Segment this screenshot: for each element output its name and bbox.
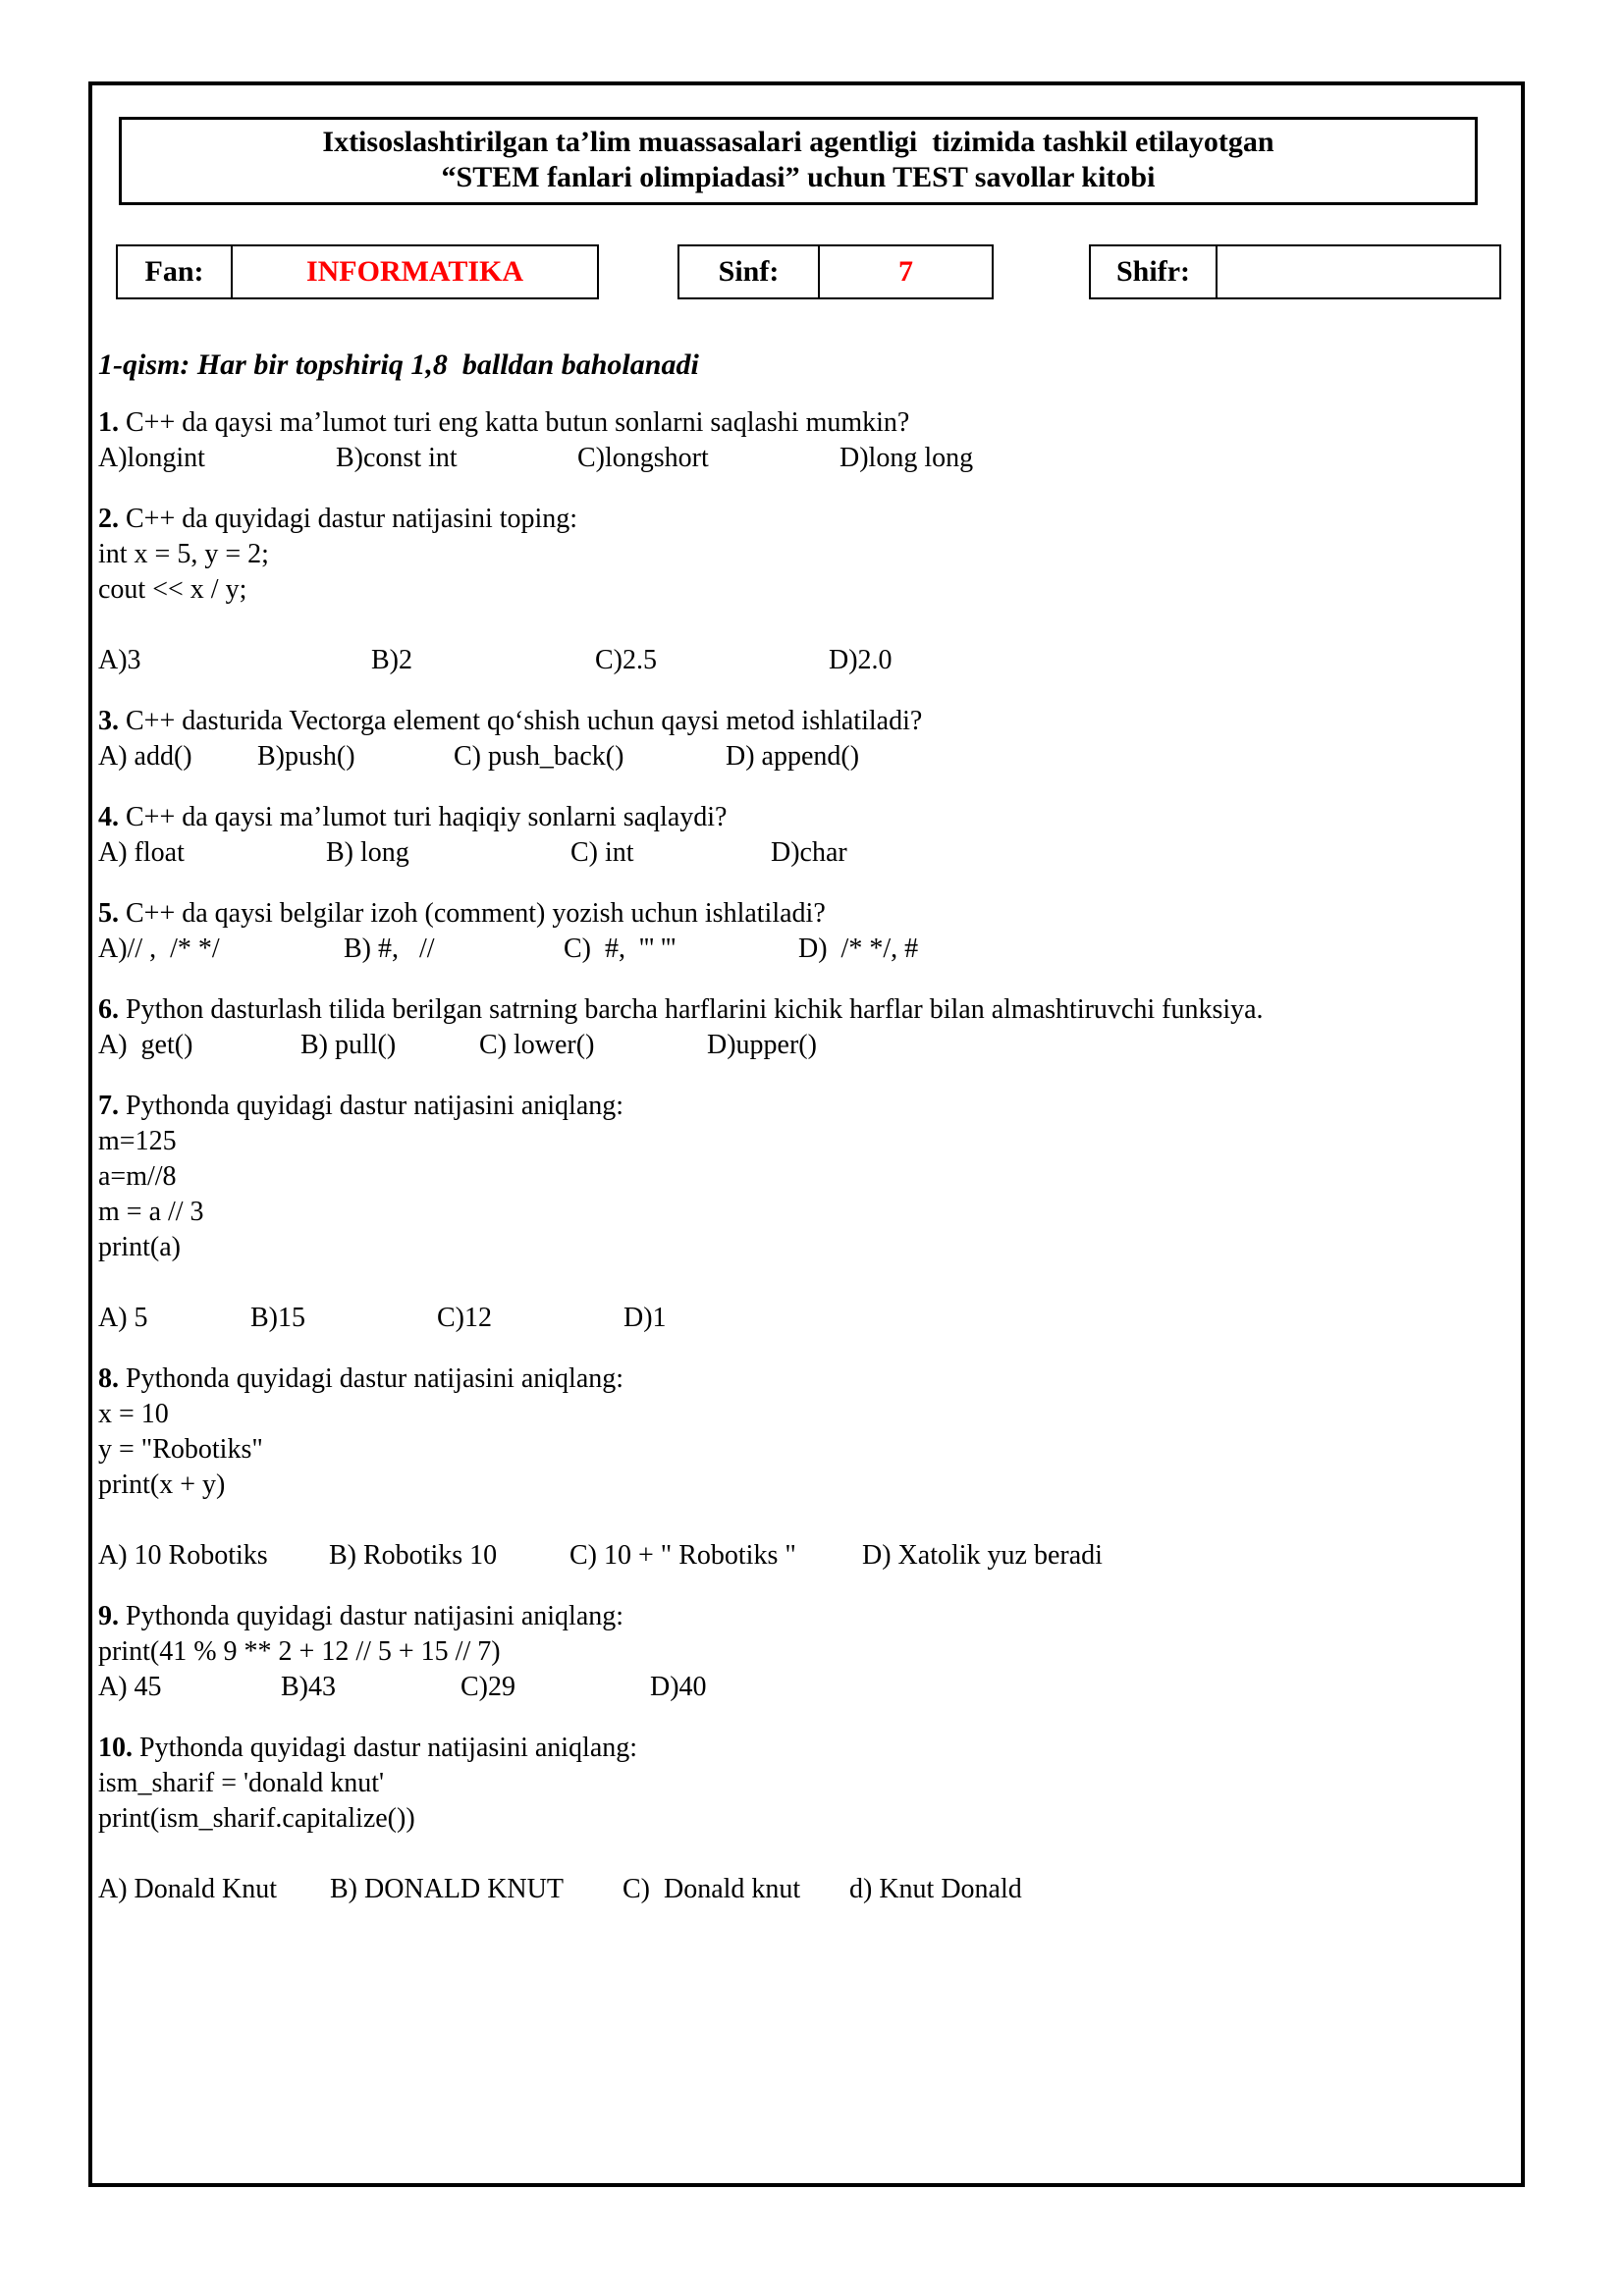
questions-list (98, 405, 1497, 1907)
code-line: print(41 % 9 ** 2 + 12 // 5 + 15 // 7) (98, 1636, 501, 1667)
option-A: A) 5 (98, 1303, 148, 1333)
option-A: A) 10 Robotiks (98, 1540, 268, 1571)
question-text: C++ da quyidagi dastur natijasini toping: (119, 504, 578, 534)
question-text: C++ dasturida Vectorga element qo‘shish uchun qaysi metod ishlatiladi? (119, 706, 923, 736)
sinf-label: Sinf: (679, 246, 820, 297)
option-B: B)43 (281, 1672, 336, 1702)
question-number: 2. (98, 504, 119, 534)
header-title-box (119, 117, 1478, 205)
code-line: x = 10 (98, 1399, 169, 1429)
question-options (98, 739, 1497, 774)
option-C: C) #, ''' ''' (564, 934, 677, 964)
option-A: A) float (98, 837, 185, 868)
question-number: 3. (98, 706, 119, 736)
option-A: A) add() (98, 741, 192, 772)
option-C: C) int (570, 837, 634, 868)
question-options (98, 835, 1497, 871)
option-D: d) Knut Donald (849, 1874, 1022, 1904)
shifr-label: Shifr: (1091, 246, 1218, 297)
option-D: D)upper() (707, 1030, 817, 1060)
question-text: C++ da qaysi belgilar izoh (comment) yozish uchun ishlatiladi? (119, 898, 826, 929)
question-number: 10. (98, 1733, 133, 1763)
question-text: C++ da qaysi ma’lumot turi haqiqiy sonlarni saqlaydi? (119, 802, 728, 832)
question-number: 6. (98, 994, 119, 1025)
question-options (98, 643, 1497, 678)
question-block (98, 1599, 1497, 1705)
option-C: C)12 (437, 1303, 492, 1333)
option-B: B)const int (336, 443, 458, 473)
code-line: ism_sharif = 'donald knut' (98, 1768, 385, 1798)
option-C: C) push_back() (454, 741, 624, 772)
question-text: Python dasturlash tilida berilgan satrning barcha harflarini kichik harflar bilan almashtiruvchi funksiya. (119, 994, 1264, 1025)
question-number: 5. (98, 898, 119, 929)
question-heading (98, 405, 1497, 441)
option-A: A) 45 (98, 1672, 162, 1702)
sinf-value: 7 (898, 255, 913, 288)
question-heading (98, 800, 1497, 835)
page-border-frame (88, 81, 1525, 2187)
fan-box (116, 244, 599, 299)
option-A: A)// , /* */ (98, 934, 220, 964)
question-heading (98, 1089, 1497, 1124)
question-options (98, 441, 1497, 476)
question-block (98, 800, 1497, 871)
question-block (98, 1362, 1497, 1574)
code-line: a=m//8 (98, 1161, 177, 1192)
question-number: 1. (98, 407, 119, 438)
option-D: D)long long (839, 443, 974, 473)
question-block (98, 1089, 1497, 1336)
code-line: int x = 5, y = 2; (98, 539, 269, 569)
question-heading (98, 502, 1497, 537)
question-options (98, 932, 1497, 967)
question-heading (98, 704, 1497, 739)
code-line: print(x + y) (98, 1469, 226, 1500)
question-number: 9. (98, 1601, 119, 1631)
section-title: 1-qism: Har bir topshiriq 1,8 balldan baholanadi (98, 348, 699, 381)
option-C: C)2.5 (595, 645, 657, 675)
question-options (98, 1301, 1497, 1336)
question-block (98, 405, 1497, 476)
question-text: Pythonda quyidagi dastur natijasini aniqlang: (119, 1601, 624, 1631)
option-A: A)longint (98, 443, 205, 473)
sinf-box (677, 244, 994, 299)
option-D: D) append() (726, 741, 860, 772)
fan-label: Fan: (118, 246, 233, 297)
option-C: C) lower() (479, 1030, 595, 1060)
question-options (98, 1670, 1497, 1705)
option-D: D) /* */, # (798, 934, 919, 964)
option-C: C) 10 + " Robotiks " (569, 1540, 796, 1571)
option-B: B)2 (371, 645, 412, 675)
info-row (116, 244, 1497, 299)
question-block (98, 992, 1497, 1063)
question-options (98, 1028, 1497, 1063)
option-D: D)40 (650, 1672, 707, 1702)
code-line: m=125 (98, 1126, 177, 1156)
option-A: A) get() (98, 1030, 193, 1060)
code-line: print(a) (98, 1232, 181, 1262)
question-block (98, 1731, 1497, 1907)
question-number: 8. (98, 1363, 119, 1394)
option-B: B)15 (250, 1303, 305, 1333)
question-heading (98, 1599, 1497, 1634)
code-line: y = "Robotiks" (98, 1434, 263, 1465)
code-line: m = a // 3 (98, 1197, 204, 1227)
option-C: C) Donald knut (623, 1874, 801, 1904)
question-heading (98, 896, 1497, 932)
option-D: D)1 (623, 1303, 667, 1333)
question-heading (98, 1731, 1497, 1766)
option-C: C)longshort (577, 443, 709, 473)
option-B: B) long (326, 837, 409, 868)
option-D: D)2.0 (829, 645, 893, 675)
question-number: 4. (98, 802, 119, 832)
option-B: B) DONALD KNUT (330, 1874, 564, 1904)
option-D: D)char (771, 837, 847, 868)
question-options (98, 1872, 1497, 1907)
question-heading (98, 992, 1497, 1028)
question-options (98, 1538, 1497, 1574)
shifr-box (1089, 244, 1501, 299)
question-text: C++ da qaysi ma’lumot turi eng katta butun sonlarni saqlashi mumkin? (119, 407, 910, 438)
question-heading (98, 1362, 1497, 1397)
option-B: B)push() (257, 741, 355, 772)
code-line: print(ism_sharif.capitalize()) (98, 1803, 415, 1834)
option-B: B) pull() (300, 1030, 397, 1060)
shifr-value-cell (1218, 246, 1499, 297)
header-title-line1: Ixtisoslashtirilgan ta’lim muassasalari agentligi tizimida tashkil etilayotgan (322, 126, 1274, 158)
question-text: Pythonda quyidagi dastur natijasini aniqlang: (133, 1733, 638, 1763)
option-B: B) #, // (344, 934, 435, 964)
question-block (98, 704, 1497, 774)
fan-value: INFORMATIKA (305, 255, 524, 288)
option-A: A)3 (98, 645, 141, 675)
option-A: A) Donald Knut (98, 1874, 277, 1904)
header-title-line2: “STEM fanlari olimpiadasi” uchun TEST savollar kitobi (441, 161, 1156, 193)
question-text: Pythonda quyidagi dastur natijasini aniqlang: (119, 1091, 624, 1121)
option-B: B) Robotiks 10 (329, 1540, 498, 1571)
option-C: C)29 (460, 1672, 515, 1702)
question-number: 7. (98, 1091, 119, 1121)
question-block (98, 896, 1497, 967)
question-text: Pythonda quyidagi dastur natijasini aniqlang: (119, 1363, 624, 1394)
option-D: D) Xatolik yuz beradi (862, 1540, 1103, 1571)
code-line: cout << x / y; (98, 574, 247, 605)
question-block (98, 502, 1497, 678)
